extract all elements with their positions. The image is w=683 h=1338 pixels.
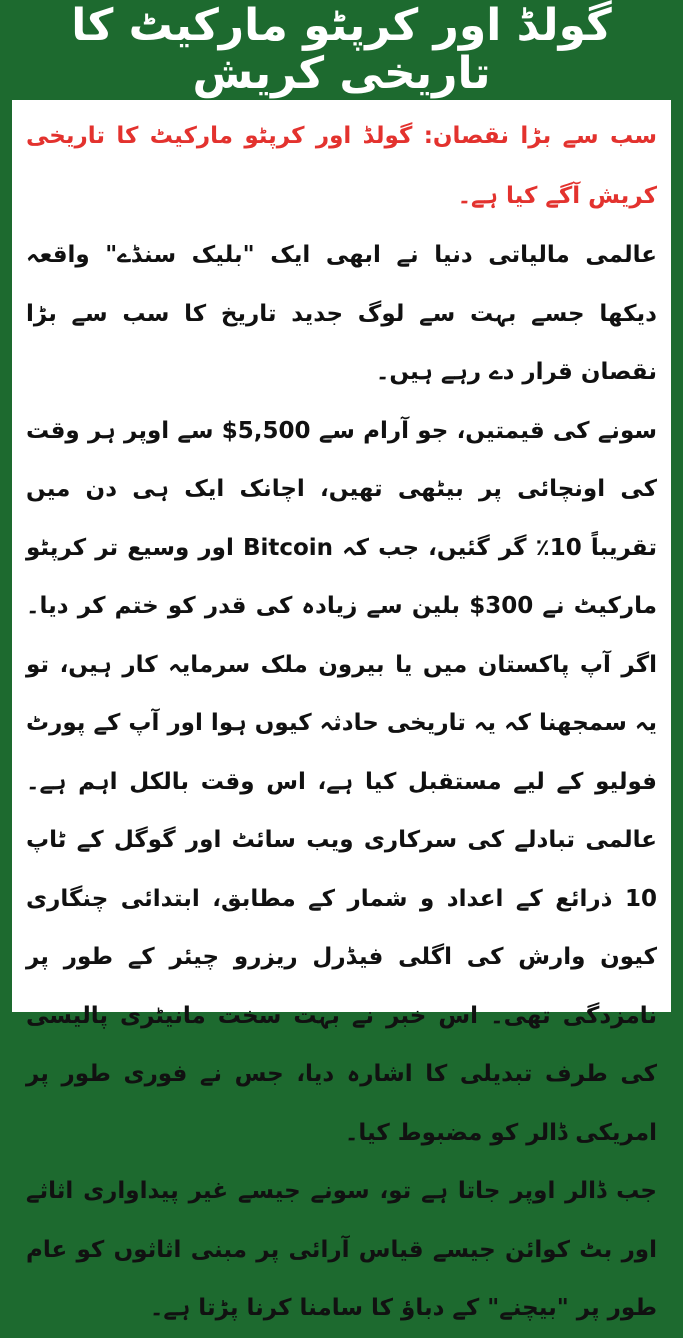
article-paragraph-2: سونے کی قیمتیں، جو آرام سے 5,500$ سے اوپر ہر وقت کی اونچائی پر بیٹھی تھیں، اچانک ایک ہی دن میں تقریباً 10٪ گر گئیں، جب کہ Bitcoin اور وسیع تر کرپٹو مارکیٹ نے 300$ بلین سے زیادہ کی قدر کو ختم کر دیا۔ اگر آپ پاکستان میں یا بیرون ملک سرمایہ کار ہیں، تو یہ سمجھنا کہ یہ تاریخی حادثہ کیوں ہوا اور آپ کے پورٹ فولیو کے لیے مستقبل کیا ہے، اس وقت بالکل اہم ہے۔ عالمی تبادلے کی سرکاری ویب سائٹ اور گوگل کے ٹاپ 10 ذرائع کے اعداد و شمار کے مطابق، ابتدائی چنگاری کیون وارش کی اگلی فیڈرل ریزرو چیئر کے طور پر نامزدگی تھی۔ اس خبر نے بہت سخت مانیٹری پالیسی کی طرف تبدیلی کا اشارہ دیا، جس نے فوری طور پر امریکی ڈالر کو مضبوط کیا۔	[26, 417, 657, 1146]
article-panel	[12, 100, 671, 1321]
page-title: گولڈ اور کرپٹو مارکیٹ کا تاریخی کریش	[71, 0, 612, 99]
article-paragraph-1: عالمی مالیاتی دنیا نے ابھی ایک "بلیک سنڈے" واقعہ دیکھا جسے بہت سے لوگ جدید تاریخ کا سب سے بڑا نقصان قرار دے رہے ہیں۔	[26, 242, 657, 385]
article-paragraph-3: جب ڈالر اوپر جاتا ہے تو، سونے جیسے غیر پیداواری اثاثے اور بٹ کوائن جیسے قیاس آرائی پر مبنی اثاثوں کو عام طور پر "بیچنے" کے دباؤ کا سامنا کرنا پڑتا ہے۔	[26, 1178, 657, 1321]
article-subheading: سب سے بڑا نقصان: گولڈ اور کرپٹو مارکیٹ کا تاریخی کریش آگے کیا ہے۔	[26, 123, 657, 209]
